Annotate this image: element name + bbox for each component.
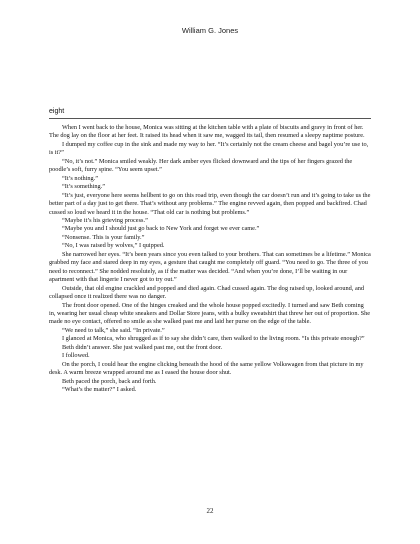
paragraph: “It’s something.”	[62, 183, 106, 191]
paragraph: “Maybe it’s his grieving process.”	[62, 216, 148, 224]
paragraph: Beth didn’t answer. She just walked past me, out the front door.	[62, 343, 223, 351]
paragraph: When I went back to the house, Monica was sitting at the kitchen table with a plate of biscuits and gravy in front of her. The dog lay on the floor at her feet. It raised its head when it saw me, wagged its tail, then resumed a sleepy naptime posture.	[49, 124, 365, 140]
paragraph: I glanced at Monica, who shrugged as if to say she didn’t care, then walked to the living room. “Is this private enough?”	[62, 335, 365, 343]
paragraph: “It’s just, everyone here seems hellbent to go on this road trip, even though the car doesn’t run and it’s going to take us the better part of a day just to get there. That’s without any problems.” The engine revved again, then popped and backfired. Chad cussed so loud we heard it in the house. “That old car is nothing but problems.”	[49, 191, 371, 216]
body-text	[49, 124, 371, 395]
paragraph: Outside, that old engine crackled and popped and died again. Chad cussed again. The dog raised up, looked around, and collapsed once it realized there was no danger.	[49, 284, 365, 301]
paragraph: The front door opened. One of the hinges creaked and the whole house popped excitedly. I turned and saw Beth coming in, wearing her usual cheap white sneakers and Dollar Store jeans, with a bulky sweatshirt that threw her out of proportion. She made no eye contact, offered no smile as she walked past me and laid her purse on the edge of the table.	[49, 301, 371, 326]
paragraph: I dumped my coffee cup in the sink and made my way to her. “It’s certainly not the cream cheese and bagel you’re use to, is it?”	[49, 140, 369, 157]
page-number: 22	[206, 507, 214, 515]
paragraph: “What’s the matter?” I asked.	[62, 386, 137, 394]
paragraph: Beth paced the porch, back and forth.	[62, 377, 157, 385]
paragraph: I followed.	[62, 352, 90, 360]
paragraph: She narrowed her eyes. “It’s been years since you even talked to your brothers. That can sometimes be a lifetime.” Monica grabbed my face and stared deep in my eyes, a gesture that caught me completely off guard. “You need to go. The three of you need to reconnect.” She nodded resolutely, as if the matter was decided. “And when you’re done, I’ll be waiting in our apartment with that lingerie I never got to try out.”	[49, 250, 371, 284]
paragraph: “No, I was raised by wolves,” I quipped.	[62, 242, 165, 250]
paragraph: On the porch, I could hear the engine clicking beneath the hood of the same yellow Volkswagen from that picture in my desk. A warm breeze wrapped around me as I eased the house door shut.	[49, 360, 364, 377]
paragraph: “No, it’s not.” Monica smiled weakly. Her dark amber eyes flicked downward and the tips of her fingers grazed the poodle’s soft, furry spine. “You seem upset.”	[49, 157, 353, 174]
paragraph: “It’s nothing.”	[62, 174, 99, 182]
running-header-author: William G. Jones	[181, 26, 239, 35]
paragraph: “Nonsense. This is your family.”	[62, 233, 145, 241]
chapter-divider	[49, 118, 371, 119]
paragraph: “We need to talk,” she said. “In private.”	[62, 326, 165, 334]
paragraph: “Maybe you and I should just go back to New York and forget we ever came.”	[62, 225, 260, 233]
chapter-title: eight	[49, 108, 65, 115]
